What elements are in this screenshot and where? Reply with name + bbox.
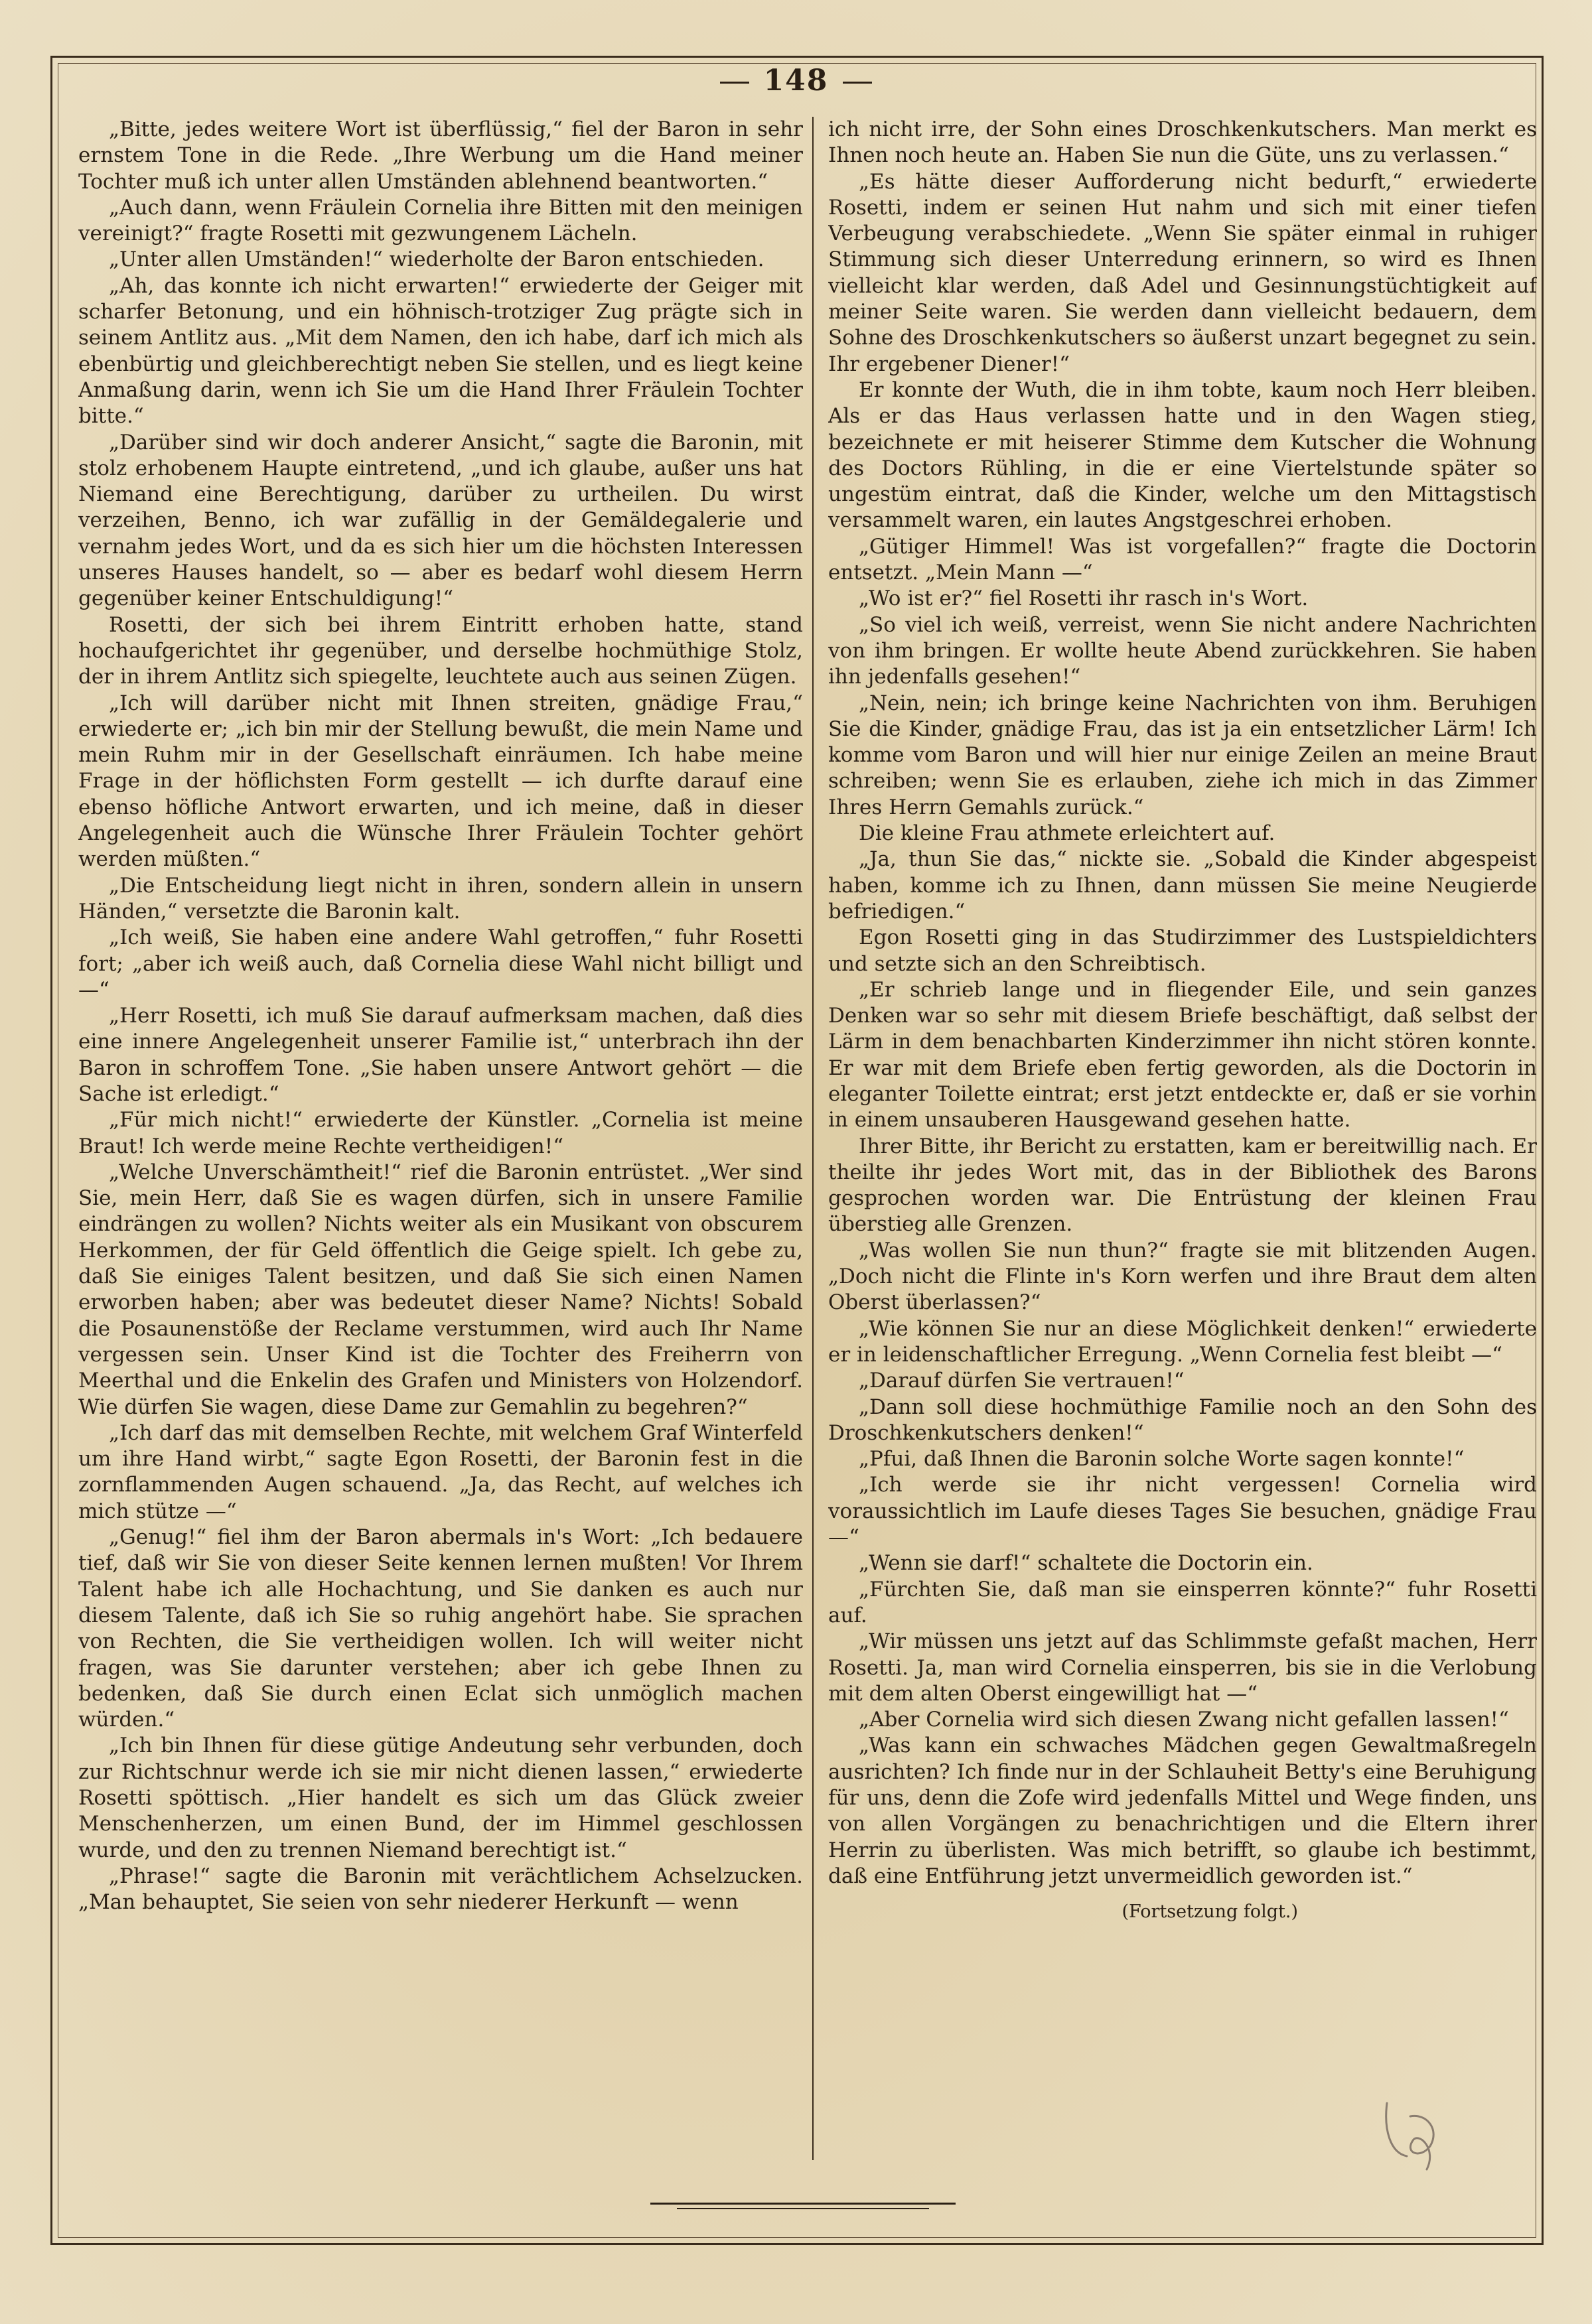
paragraph: „Bitte, jedes weitere Wort ist überflüssig,“ fiel der Baron in sehr ernstem Tone in die Rede. „Ihre Werbung um die Hand meiner Tochter muß ich unter allen Umständen ablehnend beantworten.“ [78,117,803,194]
paragraph: Die kleine Frau athmete erleichtert auf. [859,821,1275,846]
paragraph: „Ich bin Ihnen für diese gütige Andeutung sehr verbunden, doch zur Richtschnur werde ich sie mir nicht dienen lassen,“ erwiederte Rosetti spöttisch. „Hier handelt es sich um das Glück zweier Menschenherzen, um einen Bund, der im Himmel geschlossen wurde, und den zu trennen Niemand berechtigt ist.“ [78,1734,803,1862]
bottom-ornament-rule [650,2203,956,2212]
ornament-line-bottom [677,2208,929,2209]
paragraph: „Ich weiß, Sie haben eine andere Wahl getroffen,“ fuhr Rosetti fort; „aber ich weiß auch, daß Cornelia diese Wahl nicht billigt und —“ [78,925,803,1002]
header-dash-right [843,82,872,84]
paragraph: „Auch dann, wenn Fräulein Cornelia ihre Bitten mit den meinigen vereinigt?“ fragte Rosetti mit gezwungenem Lächeln. [78,195,803,246]
paragraph: „Die Entscheidung liegt nicht in ihren, sondern allein in unsern Händen,“ versetzte die Baronin kalt. [78,873,803,923]
paragraph: „Ich werde sie ihr nicht vergessen! Cornelia wird voraussichtlich im Laufe dieses Tages Sie besuchen, gnädige Frau —“ [828,1473,1537,1550]
ornament-line-top [650,2203,956,2205]
paragraph: „Wenn sie darf!“ schaltete die Doctorin ein. [859,1551,1313,1576]
paragraph: „Genug!“ fiel ihm der Baron abermals in's Wort: „Ich bedauere tief, daß wir Sie von dieser Seite kennen lernen mußten! Vor Ihrem Talent habe ich alle Hochachtung, und Sie danken es auch nur diesem Talente, daß ich Sie so ruhig angehört habe. Sie sprachen von Rechten, die Sie vertheidigen wollen. Ich will weiter nicht fragen, was Sie darunter verstehen; aber ich gebe Ihnen zu bedenken, daß Sie durch einen Eclat sich unmöglich machen würden.“ [78,1525,803,1732]
paragraph: „Ich darf das mit demselben Rechte, mit welchem Graf Winterfeld um ihre Hand wirbt,“ sagte Egon Rosetti, der Baronin fest in die zornflammenden Augen schauend. „Ja, das Recht, auf welches ich mich stütze —“ [78,1420,803,1523]
paragraph: „Fürchten Sie, daß man sie einsperren könnte?“ fuhr Rosetti auf. [828,1577,1537,1627]
paragraph: „Wo ist er?“ fiel Rosetti ihr rasch in's Wort. [859,586,1309,611]
paragraph: „Welche Unverschämtheit!“ rief die Baronin entrüstet. „Wer sind Sie, mein Herr, daß Sie es wagen dürfen, sich in unsere Familie eindrängen zu wollen? Nichts weiter als ein Musikant von obscurem Herkommen, der für Geld öffentlich die Geige spielt. Ich gebe zu, daß Sie einiges Talent besitzen, und daß Sie sich einen Namen erworben haben; aber was bedeutet dieser Name? Nichts! Sobald die Posaunenstöße der Reclame verstummen, wird auch Ihr Name vergessen sein. Unser Kind ist die Tochter des Freiherrn von Meerthal und die Enkelin des Grafen und Ministers von Holzendorf. Wie dürfen Sie wagen, diese Dame zur Gemahlin zu begehren?“ [78,1160,803,1419]
paragraph: „Darauf dürfen Sie vertrauen!“ [859,1369,1185,1393]
page-number: 148 [763,64,829,98]
continuation-note: (Fortsetzung folgt.) [1122,1901,1298,1923]
paragraph: Rosetti, der sich bei ihrem Eintritt erhoben hatte, stand hochaufgerichtet ihr gegenüber, und derselbe hochmüthige Stolz, der in ihrem Antlitz sich spiegelte, leuchtete auch aus seinen Zügen. [78,612,803,689]
paragraph: „Aber Cornelia wird sich diesen Zwang nicht gefallen lassen!“ [859,1708,1509,1732]
paragraph: „Nein, nein; ich bringe keine Nachrichten von ihm. Beruhigen Sie die Kinder, gnädige Frau, das ist ja ein entsetzlicher Lärm! Ich komme vom Baron und will hier nur einige Zeilen an meine Braut schreiben; wenn Sie es erlauben, ziehe ich mich in das Zimmer Ihres Herrn Gemahls zurück.“ [828,691,1537,819]
paragraph: ich nicht irre, der Sohn eines Droschkenkutschers. Man merkt es Ihnen noch heute an. Haben Sie nun die Güte, uns zu verlassen.“ [828,117,1537,168]
pencil-scribble-mark [1374,2090,1453,2176]
paragraph: „So viel ich weiß, verreist, wenn Sie nicht andere Nachrichten von ihm bringen. Er wollte heute Abend zurückkehren. Sie haben ihn jedenfalls gesehen!“ [828,612,1537,689]
right-column [828,117,1537,2160]
paragraph: Ihrer Bitte, ihr Bericht zu erstatten, kam er bereitwillig nach. Er theilte ihr jedes Wort mit, das in der Bibliothek des Barons gesprochen worden war. Die Entrüstung der kleinen Frau überstieg alle Grenzen. [828,1134,1537,1237]
paragraph: „Es hätte dieser Aufforderung nicht bedurft,“ erwiederte Rosetti, indem er seinen Hut nahm und sich mit einer tiefen Verbeugung verabschiedete. „Wenn Sie später einmal in ruhiger Stimmung sich dieser Unterredung erinnern, so wird es Ihnen vielleicht klar werden, daß Adel und Gesinnungstüchtigkeit auf meiner Seite waren. Sie werden dann vielleicht bedauern, dem Sohne des Droschkenkutschers so äußerst unzart begegnet zu sein. Ihr ergebener Diener!“ [828,169,1537,376]
paragraph: „Wir müssen uns jetzt auf das Schlimmste gefaßt machen, Herr Rosetti. Ja, man wird Cornelia einsperren, bis sie in die Verlobung mit dem alten Oberst eingewilligt hat —“ [828,1629,1537,1706]
paragraph: „Darüber sind wir doch anderer Ansicht,“ sagte die Baronin, mit stolz erhobenem Haupte eintretend, „und ich glaube, außer uns hat Niemand eine Berechtigung, darüber zu urtheilen. Du wirst verzeihen, Benno, ich war zufällig in der Gemäldegalerie und vernahm jedes Wort, und da es sich hier um die höchsten Interessen unseres Hauses handelt, so — aber es bedarf wohl diesem Herrn gegenüber keiner Entschuldigung!“ [78,430,803,611]
paragraph: „Gütiger Himmel! Was ist vorgefallen?“ fragte die Doctorin entsetzt. „Mein Mann —“ [828,534,1537,585]
page-number-header [0,64,1592,98]
paragraph: „Für mich nicht!“ erwiederte der Künstler. „Cornelia ist meine Braut! Ich werde meine Rechte vertheidigen!“ [78,1108,803,1158]
paragraph: „Ah, das konnte ich nicht erwarten!“ erwiederte der Geiger mit scharfer Betonung, und ein höhnisch-trotziger Zug prägte sich in seinem Antlitz aus. „Mit dem Namen, den ich habe, darf ich mich als ebenbürtig und gleichberechtigt neben Sie stellen, und es liegt keine Anmaßung darin, wenn ich Sie um die Hand Ihrer Fräulein Tochter bitte.“ [78,273,803,429]
paragraph: Egon Rosetti ging in das Studirzimmer des Lustspieldichters und setzte sich an den Schreibtisch. [828,925,1537,976]
paragraph: „Herr Rosetti, ich muß Sie darauf aufmerksam machen, daß dies eine innere Angelegenheit unserer Familie ist,“ unterbrach ihn der Baron in schroffem Tone. „Sie haben unsere Antwort gehört — die Sache ist erledigt.“ [78,1004,803,1106]
paragraph: „Ich will darüber nicht mit Ihnen streiten, gnädige Frau,“ erwiederte er; „ich bin mir der Stellung bewußt, die mein Name und mein Ruhm mir in der Gesellschaft einräumen. Ich habe meine Frage in der höflichsten Form gestellt — ich durfte darauf eine ebenso höfliche Antwort erwarten, und ich meine, daß in dieser Angelegenheit auch die Wünsche Ihrer Fräulein Tochter gehört werden müßten.“ [78,691,803,872]
paragraph: „Was kann ein schwaches Mädchen gegen Gewaltmaßregeln ausrichten? Ich finde nur in der Schlauheit Betty's eine Beruhigung für uns, denn die Zofe wird jedenfalls Mittel und Wege finden, uns von allen Vorgängen zu benachrichtigen und die Eltern ihrer Herrin zu überlisten. Was mich betrifft, so glaube ich bestimmt, daß eine Entführung jetzt unvermeidlich geworden ist.“ [828,1734,1537,1888]
column-divider [812,117,814,2160]
paragraph: „Unter allen Umständen!“ wiederholte der Baron entschieden. [109,247,764,272]
paragraph: „Er schrieb lange und in fliegender Eile, und sein ganzes Denken war so sehr mit diesem Briefe beschäftigt, daß selbst der Lärm in dem benachbarten Kinderzimmer ihn nicht stören konnte. Er war mit dem Briefe eben fertig geworden, als die Doctorin in eleganter Toilette eintrat; erst jetzt entdeckte er, daß er sie vorhin in einem unsauberen Hausgewand gesehen hatte. [828,977,1537,1132]
header-dash-left [720,82,749,84]
paragraph: „Pfui, daß Ihnen die Baronin solche Worte sagen konnte!“ [859,1447,1465,1471]
paragraph: „Ja, thun Sie das,“ nickte sie. „Sobald die Kinder abgespeist haben, komme ich zu Ihnen, dann müssen Sie meine Neugierde befriedigen.“ [828,847,1537,923]
left-column [78,117,803,2160]
paragraph: „Dann soll diese hochmüthige Familie noch an den Sohn des Droschkenkutschers denken!“ [828,1395,1537,1445]
paragraph: „Phrase!“ sagte die Baronin mit verächtlichem Achselzucken. „Man behauptet, Sie seien von sehr niederer Herkunft — wenn [78,1864,803,1915]
paragraph: „Wie können Sie nur an diese Möglichkeit denken!“ erwiederte er in leidenschaftlicher Erregung. „Wenn Cornelia fest bleibt —“ [828,1316,1537,1367]
paragraph: Er konnte der Wuth, die in ihm tobte, kaum noch Herr bleiben. Als er das Haus verlassen hatte und in den Wagen stieg, bezeichnete er mit heiserer Stimme dem Kutscher die Wohnung des Doctors Rühling, in die er eine Viertelstunde später so ungestüm eintrat, daß die Kinder, welche um den Mittagstisch versammelt waren, ein lautes Angstgeschrei erhoben. [828,377,1537,533]
paragraph: „Was wollen Sie nun thun?“ fragte sie mit blitzenden Augen. „Doch nicht die Flinte in's Korn werfen und ihre Braut dem alten Oberst überlassen?“ [828,1238,1537,1315]
